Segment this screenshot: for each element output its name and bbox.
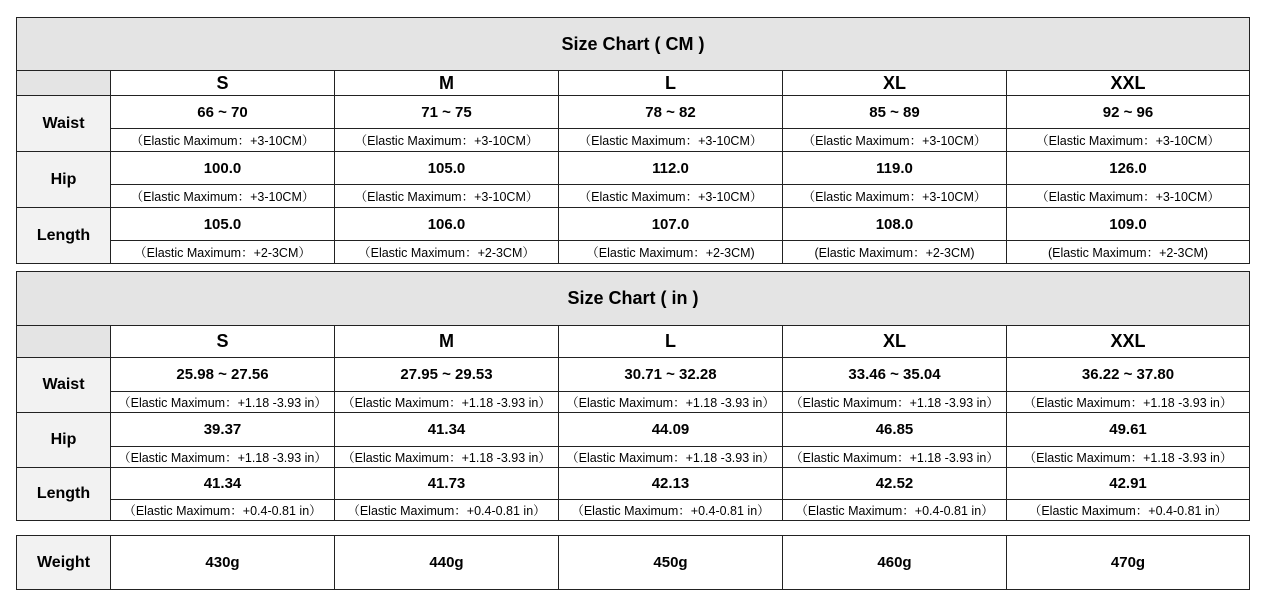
elastic-note: （Elastic Maximum：+1.18 -3.93 in） (1007, 392, 1250, 413)
weight-value: 430g (111, 536, 335, 590)
value-cell: 49.61 (1007, 413, 1250, 447)
row-label-hip: Hip (17, 413, 111, 468)
value-cell: 119.0 (783, 152, 1007, 185)
value-cell: 92 ~ 96 (1007, 96, 1250, 129)
elastic-note: （Elastic Maximum：+3-10CM） (783, 129, 1007, 152)
elastic-note: (Elastic Maximum：+2-3CM) (783, 241, 1007, 264)
row-label-weight: Weight (17, 536, 111, 590)
value-cell: 41.73 (335, 468, 559, 500)
elastic-note: （Elastic Maximum：+3-10CM） (335, 185, 559, 208)
weight-value: 440g (335, 536, 559, 590)
elastic-note: （Elastic Maximum：+1.18 -3.93 in） (335, 392, 559, 413)
value-cell: 105.0 (111, 208, 335, 241)
size-header-l: L (559, 71, 783, 96)
elastic-note: (Elastic Maximum：+2-3CM) (1007, 241, 1250, 264)
value-cell: 30.71 ~ 32.28 (559, 358, 783, 392)
value-cell: 36.22 ~ 37.80 (1007, 358, 1250, 392)
value-cell: 25.98 ~ 27.56 (111, 358, 335, 392)
value-cell: 42.91 (1007, 468, 1250, 500)
elastic-note: （Elastic Maximum：+1.18 -3.93 in） (111, 447, 335, 468)
elastic-note: （Elastic Maximum：+2-3CM） (335, 241, 559, 264)
value-cell: 41.34 (111, 468, 335, 500)
elastic-note: （Elastic Maximum：+0.4-0.81 in） (111, 500, 335, 521)
value-cell: 109.0 (1007, 208, 1250, 241)
value-cell: 42.52 (783, 468, 1007, 500)
value-cell: 39.37 (111, 413, 335, 447)
elastic-note: （Elastic Maximum：+1.18 -3.93 in） (559, 392, 783, 413)
elastic-note: （Elastic Maximum：+1.18 -3.93 in） (1007, 447, 1250, 468)
size-chart-inch-table (16, 271, 1250, 521)
elastic-note: （Elastic Maximum：+1.18 -3.93 in） (559, 447, 783, 468)
value-cell: 78 ~ 82 (559, 96, 783, 129)
row-label-length: Length (17, 468, 111, 521)
row-label-length: Length (17, 208, 111, 264)
elastic-note: （Elastic Maximum：+3-10CM） (111, 129, 335, 152)
elastic-note: （Elastic Maximum：+3-10CM） (335, 129, 559, 152)
weight-value: 470g (1007, 536, 1250, 590)
value-cell: 107.0 (559, 208, 783, 241)
size-header-l: L (559, 326, 783, 358)
elastic-note: （Elastic Maximum：+3-10CM） (1007, 185, 1250, 208)
value-cell: 33.46 ~ 35.04 (783, 358, 1007, 392)
size-header-xl: XL (783, 326, 1007, 358)
value-cell: 100.0 (111, 152, 335, 185)
size-header-xl: XL (783, 71, 1007, 96)
value-cell: 66 ~ 70 (111, 96, 335, 129)
elastic-note: （Elastic Maximum：+3-10CM） (1007, 129, 1250, 152)
weight-table (16, 535, 1250, 590)
elastic-note: （Elastic Maximum：+2-3CM） (111, 241, 335, 264)
elastic-note: （Elastic Maximum：+0.4-0.81 in） (1007, 500, 1250, 521)
elastic-note: （Elastic Maximum：+1.18 -3.93 in） (783, 447, 1007, 468)
weight-value: 460g (783, 536, 1007, 590)
elastic-note: （Elastic Maximum：+0.4-0.81 in） (783, 500, 1007, 521)
value-cell: 27.95 ~ 29.53 (335, 358, 559, 392)
elastic-note: （Elastic Maximum：+3-10CM） (559, 185, 783, 208)
size-header-m: M (335, 326, 559, 358)
value-cell: 108.0 (783, 208, 1007, 241)
elastic-note: （Elastic Maximum：+3-10CM） (783, 185, 1007, 208)
elastic-note: （Elastic Maximum：+2-3CM) (559, 241, 783, 264)
row-label-hip: Hip (17, 152, 111, 208)
elastic-note: （Elastic Maximum：+0.4-0.81 in） (335, 500, 559, 521)
value-cell: 126.0 (1007, 152, 1250, 185)
value-cell: 44.09 (559, 413, 783, 447)
size-header-s: S (111, 326, 335, 358)
size-header-xxl: XXL (1007, 71, 1250, 96)
value-cell: 106.0 (335, 208, 559, 241)
header-corner (17, 71, 111, 96)
elastic-note: （Elastic Maximum：+3-10CM） (559, 129, 783, 152)
value-cell: 105.0 (335, 152, 559, 185)
size-header-m: M (335, 71, 559, 96)
elastic-note: （Elastic Maximum：+1.18 -3.93 in） (111, 392, 335, 413)
value-cell: 46.85 (783, 413, 1007, 447)
size-chart-inch-title: Size Chart ( in ) (17, 272, 1250, 326)
value-cell: 112.0 (559, 152, 783, 185)
elastic-note: （Elastic Maximum：+0.4-0.81 in） (559, 500, 783, 521)
value-cell: 42.13 (559, 468, 783, 500)
row-label-waist: Waist (17, 358, 111, 413)
elastic-note: （Elastic Maximum：+1.18 -3.93 in） (783, 392, 1007, 413)
value-cell: 41.34 (335, 413, 559, 447)
elastic-note: （Elastic Maximum：+1.18 -3.93 in） (335, 447, 559, 468)
size-header-s: S (111, 71, 335, 96)
weight-value: 450g (559, 536, 783, 590)
size-chart-cm-title: Size Chart ( CM ) (17, 18, 1250, 71)
value-cell: 85 ~ 89 (783, 96, 1007, 129)
row-label-waist: Waist (17, 96, 111, 152)
size-chart-cm-table (16, 17, 1250, 264)
header-corner (17, 326, 111, 358)
value-cell: 71 ~ 75 (335, 96, 559, 129)
elastic-note: （Elastic Maximum：+3-10CM） (111, 185, 335, 208)
size-header-xxl: XXL (1007, 326, 1250, 358)
